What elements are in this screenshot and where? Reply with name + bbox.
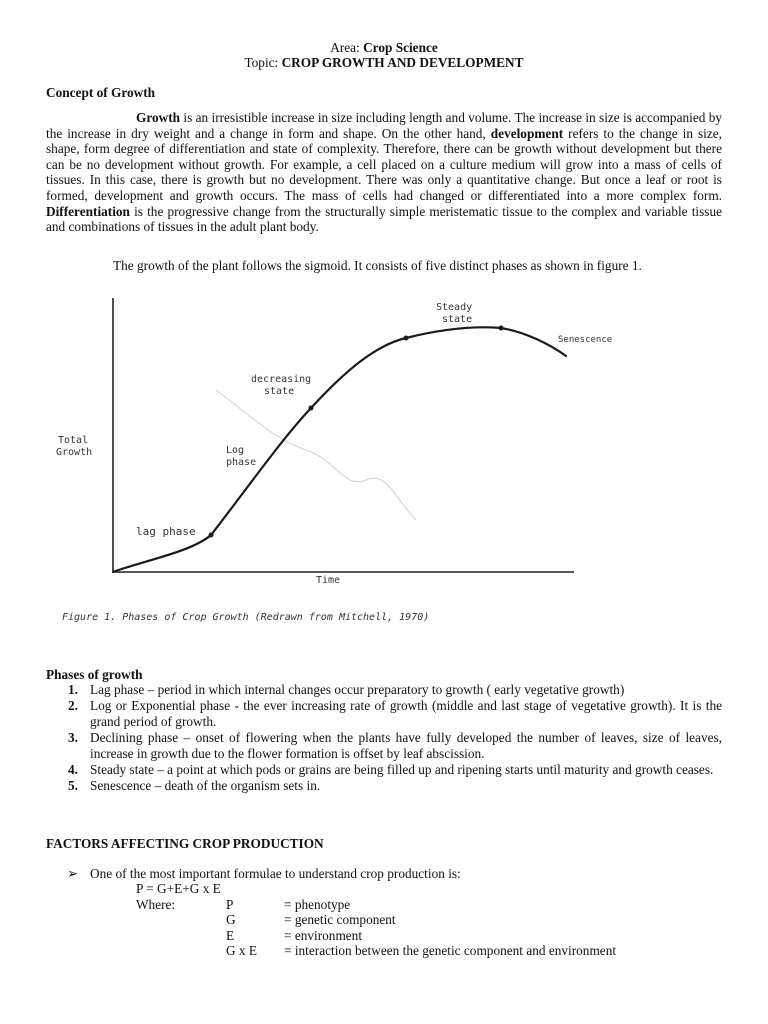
phases-heading: Phases of growth (46, 667, 143, 682)
label-steady-line-2: state (442, 314, 473, 325)
concept-heading: Concept of Growth (46, 85, 156, 100)
def-description: = genetic component (284, 912, 396, 927)
list-number: 2. (68, 698, 78, 713)
def-symbol: G (226, 912, 236, 927)
list-item (46, 698, 722, 730)
growth-figure (46, 290, 656, 630)
list-text: Log or Exponential phase - the ever increasing rate of growth (middle and last stage of vegetative growth). It is the grand period of growth. (90, 698, 722, 729)
list-number: 3. (68, 730, 78, 745)
list-text: Declining phase – onset of flowering when the plants have fully developed the number of leaves, size of leaves, increase in growth due to the flower formation is offset by leaf abscission. (90, 730, 722, 761)
x-label: Time (316, 575, 341, 586)
phases-list (46, 682, 722, 794)
growth-term: Growth (136, 110, 181, 125)
factors-intro: One of the most important formulae to understand crop production is: (90, 866, 461, 881)
concept-paragraph (46, 110, 722, 235)
area-line (0, 40, 768, 55)
label-lag-phase: lag phase (136, 525, 196, 538)
figure-caption: Figure 1. Phases of Crop Growth (Redrawn from Mitchell, 1970) (62, 612, 430, 623)
label-log-line-1: Log (226, 445, 245, 456)
curve-marker (209, 533, 214, 538)
concept-text-1: is an irresistible increase in size including length and volume. The increase in size is accompanied by the increase in dry weight and a change in form and shape. On the other hand, (46, 110, 722, 141)
list-item (46, 730, 722, 762)
area-label: Area: (330, 40, 360, 55)
def-description: = environment (284, 928, 363, 943)
list-text: Senescence – death of the organism sets in. (90, 778, 321, 793)
list-number: 5. (68, 778, 78, 793)
topic-label: Topic: (244, 55, 279, 70)
topic-line (0, 55, 768, 70)
list-item (46, 682, 722, 698)
label-decreasing-line-1: decreasing (251, 374, 312, 385)
def-symbol: P (226, 897, 234, 912)
curve-marker (309, 406, 314, 411)
list-number: 4. (68, 762, 78, 777)
curve-marker (499, 326, 504, 331)
concept-text-2: refers to the change in size, shape, form degree of differentiation and state of complexity. Therefore, there can be growth without development but there can be no development without growth. For example, a cell placed on a culture medium will grow into a mass of cells of tissues. In this case, there is growth but no development. There was only a quantitative change. But once a leaf or root is formed, development and growth occurs. The mass of cells had changed or differentiated into a more complex form. (46, 125, 722, 203)
differentiation-term: Differentiation (46, 203, 130, 219)
def-description: = interaction between the genetic component and environment (284, 943, 617, 958)
where-label: Where: (136, 897, 176, 912)
y-label-line-2: Growth (56, 447, 93, 458)
list-number: 1. (68, 682, 78, 697)
area-value: Crop Science (363, 40, 438, 55)
formula: P = G+E+G x E (136, 881, 221, 896)
def-symbol: E (226, 928, 235, 943)
arrow-bullet-icon: ➢ (67, 866, 79, 881)
topic-value: CROP GROWTH AND DEVELOPMENT (281, 55, 524, 70)
y-label-line-1: Total (58, 435, 89, 446)
list-item (46, 778, 722, 794)
label-steady-line-1: Steady (436, 302, 473, 313)
list-text: Lag phase – period in which internal changes occur preparatory to growth ( early vegetative growth) (90, 682, 625, 697)
label-senescence: Senescence (558, 335, 613, 345)
factors-heading: FACTORS AFFECTING CROP PRODUCTION (46, 836, 324, 851)
def-description: = phenotype (284, 897, 351, 912)
def-symbol: G x E (226, 943, 258, 958)
development-term: development (490, 125, 564, 141)
label-log-line-2: phase (226, 457, 257, 468)
list-item (46, 762, 722, 778)
curve-marker (404, 336, 409, 341)
list-text: Steady state – a point at which pods or grains are being filled up and ripening starts until maturity and growth ceases. (90, 762, 714, 777)
concept-text-3: is the progressive change from the structurally simple meristematic tissue to the complex and variable tissue and combinations of tissues in the adult plant body. (46, 203, 722, 235)
sigmoid-sentence: The growth of the plant follows the sigmoid. It consists of five distinct phases as shown in figure 1. (113, 258, 642, 273)
label-decreasing-line-2: state (264, 386, 295, 397)
